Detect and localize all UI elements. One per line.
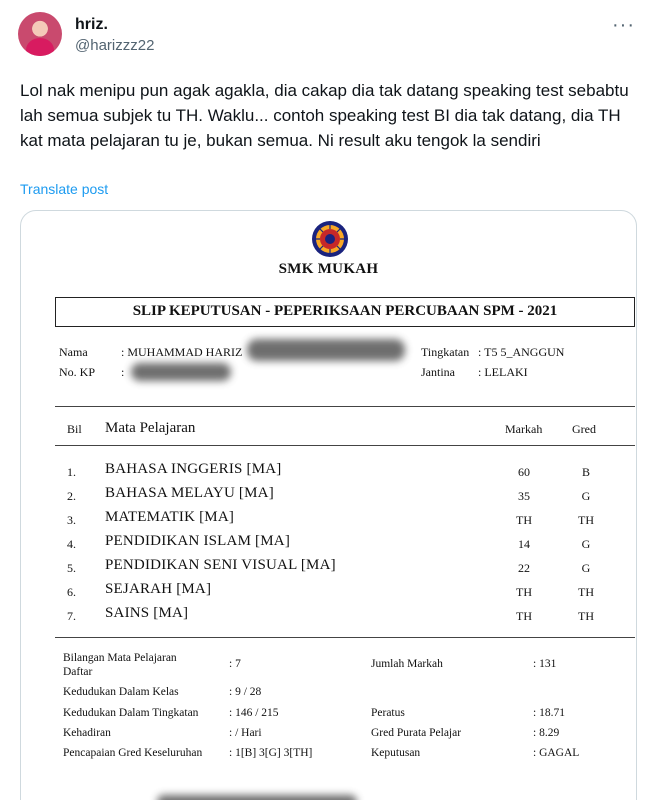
- gpp-label: Gred Purata Pelajar: [371, 727, 462, 739]
- redaction-signature: [157, 795, 357, 800]
- tingkatan-rank-label: Kedudukan Dalam Tingkatan: [63, 707, 199, 719]
- row-number: 7.: [67, 609, 76, 623]
- header-markah: Markah: [505, 422, 543, 436]
- post-text: Lol nak menipu pun agak agakla, dia cakap dia tak datang speaking test sebabtu lah semua subjek tu TH. Waklu... contoh speaking test BI dia tak datang, dia TH kat mata pelajaran tu je, bukan semua. Ni result aku tengok la sendiri: [20, 81, 629, 150]
- subject-name: BAHASA INGGERIS [MA]: [105, 461, 282, 477]
- header-subject: Mata Pelajaran: [105, 420, 196, 436]
- subject-gred: TH: [578, 513, 594, 527]
- row-number: 5.: [67, 561, 76, 575]
- table-header-rule: [55, 445, 635, 446]
- keputusan-label: Keputusan: [371, 747, 421, 759]
- kelas-label: Kedudukan Dalam Kelas: [63, 686, 179, 698]
- tingkatan-label: Tingkatan: [421, 345, 470, 359]
- subject-row: [21, 579, 636, 603]
- subject-name: MATEMATIK [MA]: [105, 509, 235, 525]
- subject-name: PENDIDIKAN ISLAM [MA]: [105, 533, 291, 549]
- subject-name: BAHASA MELAYU [MA]: [105, 485, 274, 501]
- redaction-name: [247, 339, 405, 361]
- kehadiran-label: Kehadiran: [63, 727, 111, 739]
- nama-value: : MUHAMMAD HARIZ: [121, 345, 243, 359]
- post-media-image[interactable]: [20, 210, 637, 800]
- kelas-value: : 9 / 28: [229, 686, 262, 698]
- subject-gred: B: [581, 465, 590, 479]
- subject-markah: 22: [518, 561, 530, 575]
- table-top-rule: [55, 406, 635, 407]
- row-number: 2.: [67, 489, 76, 503]
- tingkatan-value: : T5 5_ANGGUN: [478, 345, 565, 359]
- subject-markah: TH: [516, 609, 532, 623]
- pencapaian-label: Pencapaian Gred Keseluruhan: [63, 747, 203, 759]
- jantina-value: : LELAKI: [478, 365, 528, 379]
- display-name[interactable]: hriz.: [75, 16, 108, 33]
- row-number: 6.: [67, 585, 76, 599]
- subject-gred: G: [581, 537, 591, 551]
- jumlah-label: Jumlah Markah: [371, 658, 443, 670]
- user-handle[interactable]: @harizzz22: [75, 37, 155, 54]
- gpp-value: : 8.29: [533, 727, 560, 739]
- tingkatan-rank-value: : 146 / 215: [229, 707, 279, 719]
- subject-row: [21, 459, 636, 483]
- subject-gred: TH: [578, 609, 594, 623]
- table-bottom-rule: [55, 637, 635, 638]
- kehadiran-value: : / Hari: [229, 727, 262, 739]
- avatar[interactable]: [18, 12, 62, 56]
- peratus-value: : 18.71: [533, 707, 565, 719]
- subject-gred: TH: [578, 585, 594, 599]
- bilangan-label-2: Daftar: [63, 666, 93, 678]
- subject-name: SEJARAH [MA]: [105, 581, 212, 597]
- school-name: SMK MUKAH: [278, 261, 379, 277]
- subject-markah: 35: [518, 489, 530, 503]
- subject-markah: TH: [516, 513, 532, 527]
- header-gred: Gred: [572, 422, 596, 436]
- nokp-label: No. KP: [59, 365, 96, 379]
- subject-row: [21, 555, 636, 579]
- redaction-ic: [131, 363, 231, 381]
- row-number: 3.: [67, 513, 76, 527]
- subject-gred: G: [581, 561, 591, 575]
- subject-markah: TH: [516, 585, 532, 599]
- subject-gred: G: [581, 489, 591, 503]
- nama-label: Nama: [59, 345, 88, 359]
- subject-name: PENDIDIKAN SENI VISUAL [MA]: [105, 557, 336, 573]
- jantina-label: Jantina: [421, 365, 455, 379]
- header-bil: Bil: [67, 422, 82, 436]
- subject-row: [21, 603, 636, 627]
- result-slip: [21, 211, 636, 800]
- peratus-label: Peratus: [371, 707, 405, 719]
- more-options-icon[interactable]: ···: [612, 14, 635, 36]
- jumlah-value: : 131: [533, 658, 557, 670]
- subject-markah: 60: [518, 465, 530, 479]
- bilangan-label: Bilangan Mata Pelajaran: [63, 652, 177, 664]
- nokp-value: :: [121, 365, 125, 379]
- slip-title: SLIP KEPUTUSAN - PEPERIKSAAN PERCUBAAN SPM - 2021: [55, 297, 635, 327]
- subject-row: [21, 531, 636, 555]
- subject-row: [21, 507, 636, 531]
- translate-post-link[interactable]: Translate post: [20, 181, 109, 197]
- subject-markah: 14: [518, 537, 530, 551]
- row-number: 1.: [67, 465, 76, 479]
- row-number: 4.: [67, 537, 76, 551]
- pencapaian-value: : 1[B] 3[G] 3[TH]: [229, 747, 313, 759]
- keputusan-value: : GAGAL: [533, 747, 580, 759]
- subject-row: [21, 483, 636, 507]
- school-logo-icon: [311, 220, 349, 258]
- subject-name: SAINS [MA]: [105, 605, 189, 621]
- bilangan-value: : 7: [229, 658, 241, 670]
